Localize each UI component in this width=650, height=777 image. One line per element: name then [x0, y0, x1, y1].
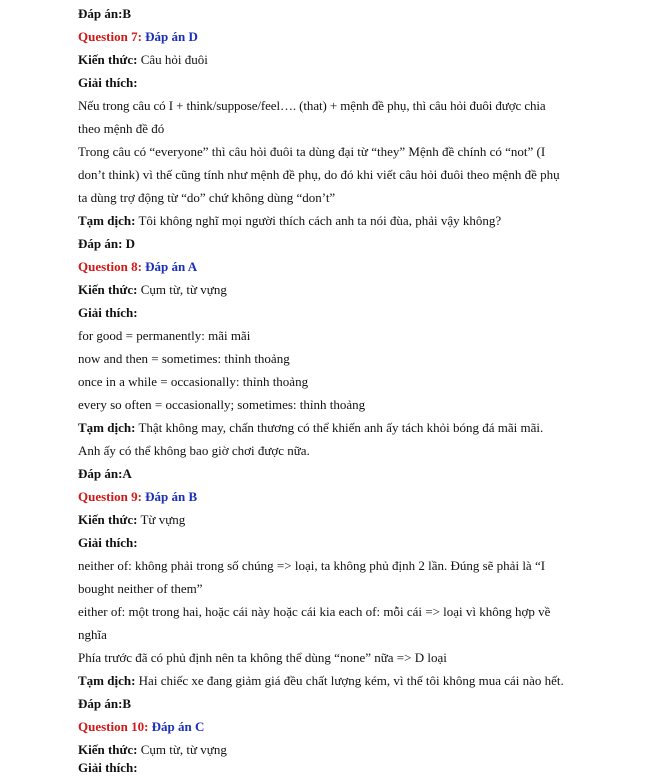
question-number: Question 7:	[78, 29, 142, 44]
explanation-text: neither of: không phải trong số chúng => loại, ta không phủ định 2 lần. Đúng sẽ phải là “I	[78, 558, 546, 573]
question-8-heading	[78, 259, 578, 275]
translation-label: Tạm dịch:	[78, 213, 136, 228]
explanation-text: theo mệnh đề đó	[78, 121, 165, 136]
knowledge-line	[78, 282, 578, 298]
explanation-text: now and then = sometimes: thỉnh thoảng	[78, 351, 290, 366]
translation-line	[78, 213, 578, 229]
question-number: Question 10:	[78, 719, 149, 734]
answer-line: Đáp án: D	[78, 236, 136, 251]
explanation-text: Trong câu có “everyone” thì câu hỏi đuôi ta dùng đại từ “they” Mệnh đề chính có “not” (I	[78, 144, 546, 159]
explanation-label: Giải thích:	[78, 535, 138, 550]
knowledge-text: Cụm từ, từ vựng	[140, 282, 227, 297]
explanation-label: Giải thích:	[78, 760, 138, 775]
question-answer: Đáp án D	[145, 29, 198, 44]
explanation-text: nghĩa	[78, 627, 107, 642]
knowledge-line	[78, 742, 578, 758]
knowledge-label: Kiến thức:	[78, 52, 138, 67]
knowledge-text: Câu hỏi đuôi	[140, 52, 208, 67]
explanation-text: every so often = occasionally; sometimes: thỉnh thoảng	[78, 397, 366, 412]
translation-line	[78, 673, 578, 689]
knowledge-text: Từ vựng	[140, 512, 186, 527]
explanation-text: Nếu trong câu có I + think/suppose/feel…. (that) + mệnh đề phụ, thì câu hỏi đuôi được chia	[78, 98, 546, 113]
question-answer: Đáp án A	[145, 259, 198, 274]
question-number: Question 9:	[78, 489, 142, 504]
translation-text: Hai chiếc xe đang giảm giá đều chất lượng kém, vì thế tôi không mua cái nào hết.	[138, 673, 564, 688]
question-10-heading	[78, 719, 578, 735]
answer-line: Đáp án:B	[78, 696, 132, 711]
explanation-label: Giải thích:	[78, 75, 138, 90]
explanation-text: for good = permanently: mãi mãi	[78, 328, 251, 343]
question-7-heading	[78, 29, 578, 45]
translation-text: Thật không may, chấn thương có thể khiến anh ấy tách khỏi bóng đá mãi mãi.	[138, 420, 544, 435]
explanation-text: don’t think) vì thế cũng tính như mệnh đề phụ, do đó khi viết câu hỏi đuôi theo mệnh đề phụ	[78, 167, 560, 182]
knowledge-label: Kiến thức:	[78, 282, 138, 297]
translation-label: Tạm dịch:	[78, 420, 136, 435]
knowledge-label: Kiến thức:	[78, 742, 138, 757]
answer-line: Đáp án:A	[78, 466, 132, 481]
explanation-text: either of: một trong hai, hoặc cái này hoặc cái kia each of: mỗi cái => loại vì không hợp về	[78, 604, 551, 619]
knowledge-line	[78, 512, 578, 528]
explanation-text: ta dùng trợ động từ “do” chứ không dùng “don’t”	[78, 190, 336, 205]
translation-text: Tôi không nghĩ mọi người thích cách anh ta nói đùa, phải vậy không?	[138, 213, 502, 228]
knowledge-text: Cụm từ, từ vựng	[140, 742, 227, 757]
question-9-heading	[78, 489, 578, 505]
answer-line: Đáp án:B	[78, 6, 132, 21]
question-answer: Đáp án B	[145, 489, 198, 504]
explanation-text: Phía trước đã có phủ định nên ta không thể dùng “none” nữa => D loại	[78, 650, 447, 665]
explanation-label: Giải thích:	[78, 305, 138, 320]
knowledge-line	[78, 52, 578, 68]
explanation-text: bought neither of them”	[78, 581, 203, 596]
question-number: Question 8:	[78, 259, 142, 274]
knowledge-label: Kiến thức:	[78, 512, 138, 527]
explanation-text: once in a while = occasionally: thỉnh thoảng	[78, 374, 309, 389]
translation-label: Tạm dịch:	[78, 673, 136, 688]
translation-text: Anh ấy có thể không bao giờ chơi được nữa.	[78, 443, 310, 458]
question-answer: Đáp án C	[151, 719, 205, 734]
translation-line	[78, 420, 578, 436]
